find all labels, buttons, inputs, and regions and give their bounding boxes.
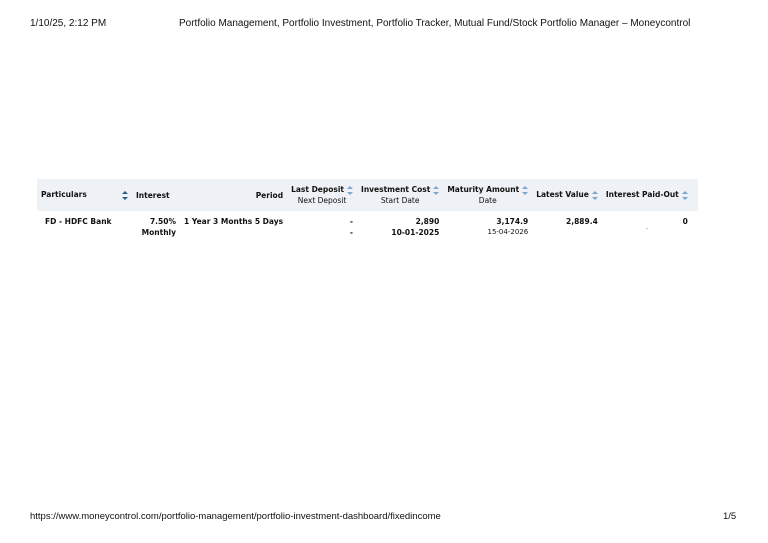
- header-date-label: Date: [478, 195, 497, 205]
- cell-last-deposit: [287, 211, 357, 241]
- header-start-date-label: Start Date: [380, 195, 420, 205]
- header-latest-value-label: Latest Value: [536, 190, 589, 200]
- sort-icon[interactable]: [122, 191, 128, 200]
- table-header-row: [37, 179, 698, 211]
- sort-icon[interactable]: [522, 186, 528, 195]
- header-maturity-amount[interactable]: [443, 179, 532, 211]
- header-period-label: Period: [255, 190, 284, 200]
- sort-icon[interactable]: [433, 186, 439, 195]
- header-maturity-amount-label: Maturity Amount: [447, 185, 520, 195]
- table-row: [37, 211, 698, 241]
- sort-icon[interactable]: [682, 191, 688, 200]
- header-investment-cost-label: Investment Cost: [361, 185, 431, 195]
- fixed-income-table: [37, 179, 698, 241]
- cell-maturity-amount: [443, 211, 532, 241]
- next-deposit-value: -: [349, 228, 354, 237]
- last-deposit-value: -: [349, 217, 354, 226]
- period-value: 1 Year 3 Months 5 Days: [184, 217, 284, 226]
- cell-particulars[interactable]: [37, 211, 132, 241]
- cell-investment-cost: [357, 211, 443, 241]
- maturity-amount-value: 3,174.9: [496, 217, 529, 226]
- cell-latest-value: [532, 211, 602, 241]
- sort-icon[interactable]: [592, 191, 598, 200]
- header-latest-value[interactable]: [532, 179, 602, 211]
- start-date-value: 10-01-2025: [391, 228, 440, 237]
- header-last-deposit[interactable]: [287, 179, 357, 211]
- cell-period: [180, 211, 287, 241]
- header-investment-cost[interactable]: [357, 179, 443, 211]
- investment-cost-value: 2,890: [415, 217, 440, 226]
- interest-rate-value: 7.50%: [149, 217, 176, 226]
- print-datetime: 1/10/25, 2:12 PM: [30, 18, 107, 29]
- header-interest-paid-out[interactable]: [602, 179, 692, 211]
- header-period: [180, 179, 287, 211]
- header-particulars[interactable]: [37, 179, 132, 211]
- row-end-cell: [692, 211, 698, 241]
- interest-paid-out-value: 0: [682, 217, 688, 226]
- header-next-deposit-label: Next Deposit: [297, 195, 347, 205]
- cell-interest: [132, 211, 180, 241]
- header-interest-paid-out-label: Interest Paid-Out: [605, 190, 679, 200]
- print-page-title: Portfolio Management, Portfolio Investment, Portfolio Tracker, Mutual Fund/Stock Portfolio Manager – Moneycontrol: [179, 18, 691, 29]
- header-interest-label: Interest: [136, 190, 170, 200]
- sort-icon[interactable]: [347, 186, 353, 195]
- print-url: https://www.moneycontrol.com/portfolio-management/portfolio-investment-dashboard/fixedincome: [30, 511, 441, 522]
- header-interest: [132, 179, 180, 211]
- maturity-date-value: 15-04-2026: [487, 228, 529, 236]
- trailing-mark: .: [646, 224, 648, 231]
- header-end-cell: [692, 179, 698, 211]
- particulars-value: FD - HDFC Bank: [45, 217, 112, 226]
- header-particulars-label: Particulars: [41, 190, 87, 199]
- interest-frequency-value: Monthly: [141, 228, 176, 237]
- header-last-deposit-label: Last Deposit: [291, 185, 345, 195]
- latest-value: 2,889.4: [566, 217, 598, 226]
- print-page-number: 1/5: [723, 511, 737, 522]
